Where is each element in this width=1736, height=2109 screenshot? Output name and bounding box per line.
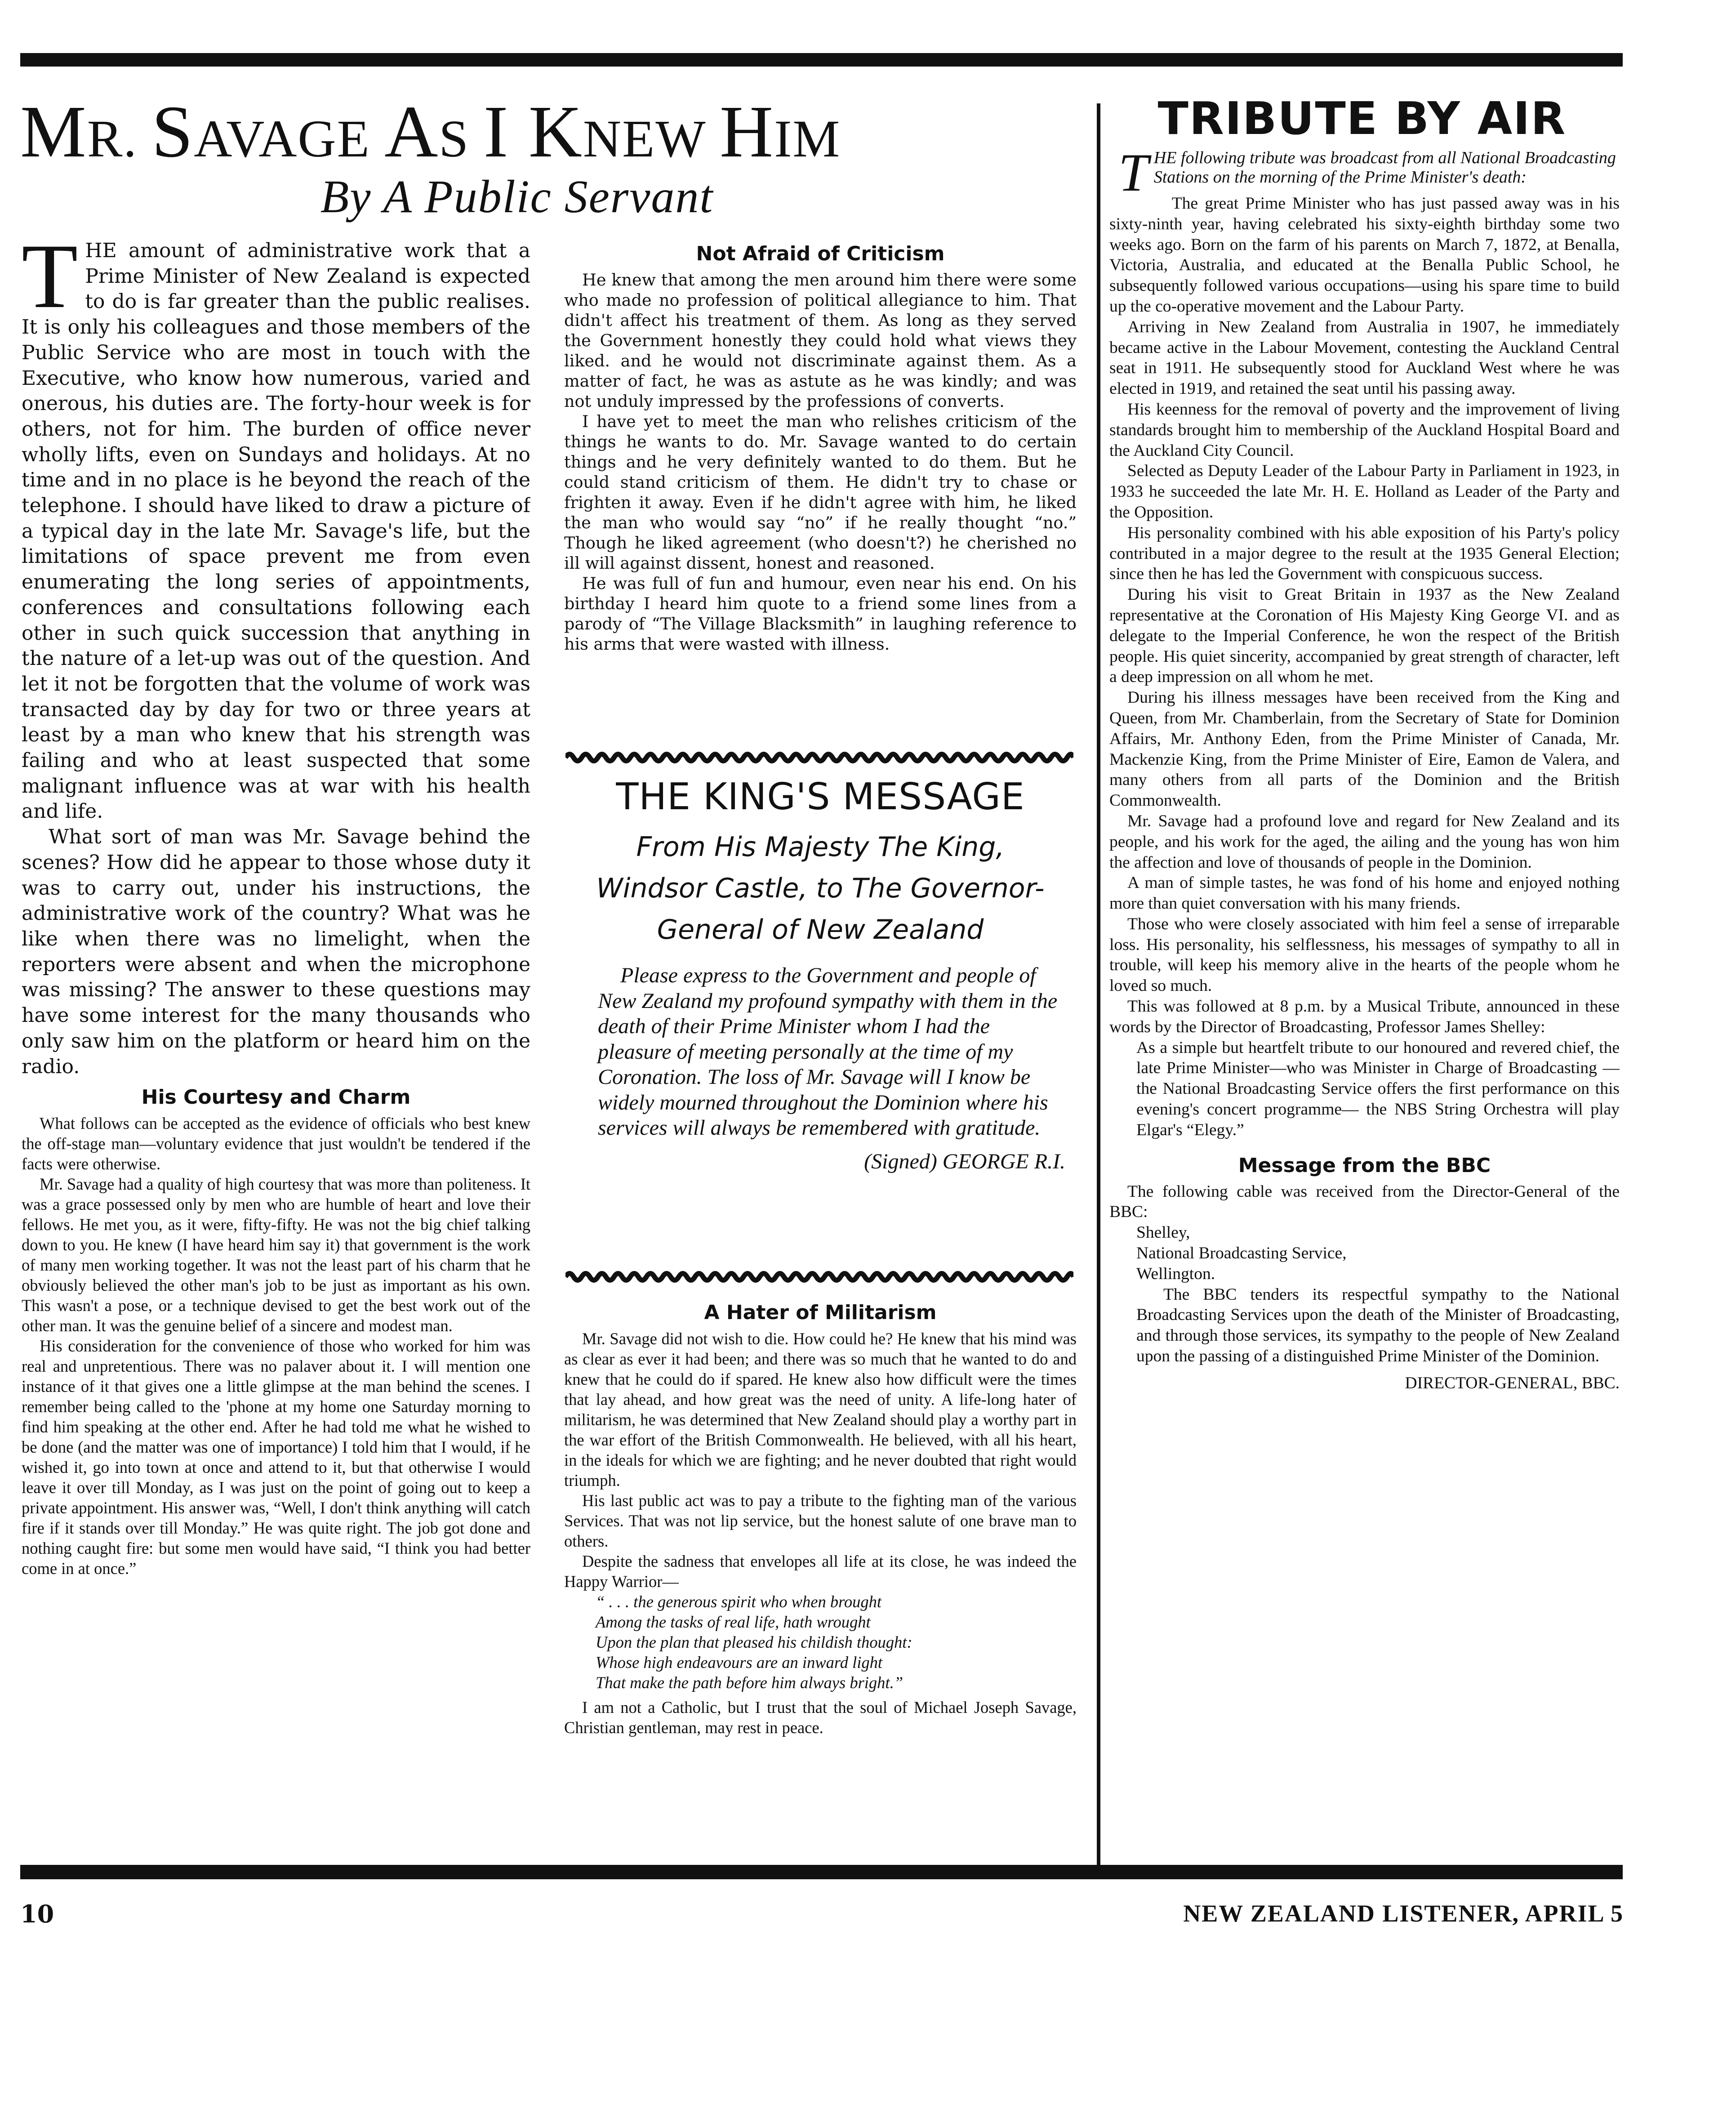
militarism-section bbox=[564, 1295, 1077, 1866]
lead-paragraph-1: T HE amount of administrative work that a Prime Minister of New Zealand is expected to do is far greater than the public realises. It is only his colleagues and those members of the Public Service who are most in touch with the Executive, who know how numerous, varied and onerous, his duties are. The forty-hour week is for others, not for him. The burden of office never wholly lifts, even on Sundays and holidays. At no time and in no place is he beyond the reach of the telephone. I should have liked to draw a picture of a typical day in the late Mr. Savage's life, but the limitations of space prevent me from even enumerating the long series of appointments, conferences and consultations following each other in such quick succession that anything in the nature of a let-up was out of the question. And let it not be forgotten that the volume of work was transacted day by day for two or three years at least by a man who knew that his strength was failing and who at least suspected that some malignant influence was at war with his health and life. bbox=[22, 238, 530, 823]
paragraph: The BBC tenders its respectful sympathy to the National Broadcasting Services upon the death of the Minister of Broadcasting, and through those services, its sympathy to the people of New Zealand upon the passing of a distinguished Prime Minister of the Dominion. bbox=[1136, 1285, 1620, 1366]
paragraph: His consideration for the convenience of those who worked for him was real and unpretentious. There was no palaver about it. I will mention one instance of it that gives one a little glimpse at the man behind the scenes. I remember being called to the 'phone at my home one Saturday morning to find him speaking at the other end. After he had told me what he wished to be done (and the matter was one of importance) I told him that I would, if he wished it, go into town at once and attend to it, but that otherwise I would leave it over till Monday, as I was just on the point of going out to keep a private appointment. His answer was, “Well, I don't think anything will catch fire if it stands over till Monday.” He was quite right. The job got done and nothing caught fire: but some men would have said, “I think you had better come in at once.” bbox=[22, 1337, 530, 1578]
kings-message-subheading: From His Majesty The King, Windsor Castle, to The Governor-General of New Zealand bbox=[596, 831, 1045, 945]
bbc-signature: DIRECTOR-GENERAL, BBC. bbox=[1405, 1373, 1620, 1392]
paragraph: Despite the sadness that envelopes all life at its close, he was indeed the Happy Warrior— bbox=[564, 1552, 1077, 1591]
page-number: 10 bbox=[20, 1899, 54, 1928]
paragraph: Those who were closely associated with him feel a sense of irreparable loss. His personality, his selflessness, his messages of sympathy to all in trouble, will keep his memory alive in the hearts of the people whom he loved so much. bbox=[1109, 914, 1620, 995]
byline: By A Public Servant bbox=[320, 171, 714, 223]
lead-paragraph-2: What sort of man was Mr. Savage behind the scenes? How did he appear to those whose duty it was to carry out, under his instructions, the administrative work of the country? What was he like when there was no limelight, when the reporters were absent and when the microphone was missing? The answer to these questions may have some interest for the many thousands who only saw him on the platform or heard him on the radio. bbox=[22, 825, 530, 1078]
drop-cap: T bbox=[1118, 148, 1148, 202]
paragraph: I have yet to meet the man who relishes criticism of the things he wants to do. Mr. Savage wanted to do certain things and he very definitely wanted to do them. But he could stand criticism of them. He didn't try to chase or frighten it away. Even if he didn't agree with him, he liked the man who would say “no” if he really thought “no.” Though he liked agreement (who doesn't?) he cherished no ill will against dissent, honest and reasoned. bbox=[564, 412, 1077, 573]
paragraph: This was followed at 8 p.m. by a Musical Tribute, announced in these words by the Director of Broadcasting, Professor James Shelley: bbox=[1109, 997, 1620, 1036]
kings-message-text: Please express to the Government and people of New Zealand my profound sympathy with them in the death of their Prime Minister whom I had the pleasure of meeting personally at the time of my Coronation. The loss of Mr. Savage will I know be widely mourned throughout the Dominion where his services will always be remembered with gratitude. bbox=[598, 963, 1058, 1140]
courtesy-body bbox=[22, 1113, 530, 1578]
wavy-divider-bottom bbox=[565, 1268, 1073, 1286]
shelley-quote: As a simple but heartfelt tribute to our honoured and revered chief, the late Prime Minister—who was Minister in Charge of Broadcasting — the National Broadcasting Service offers the first performance on this evening's concert programme— the NBS String Orchestra will play Elgar's “Elegy.” bbox=[1136, 1038, 1620, 1139]
paragraph: Mr. Savage had a quality of high courtesy that was more than politeness. It was a grace possessed only by men who are humble of heart and love their fellows. He met you, as it were, fifty-fifty. He was not the big chief talking down to you. He knew (I have heard him say it) that government is the work of many men working together. It was not the least part of his charm that he obviously believed the other man's job to be just as important as his own. This wasn't a pose, or a technique devised to get the best work out of the other man. It was the genuine belief of a sincere and modest man. bbox=[22, 1175, 530, 1335]
paragraph: During his visit to Great Britain in 1937 as the New Zealand representative at the Coronation of His Majesty King George VI. and as delegate to the Imperial Conference, he won the respect of the British people. His quiet sincerity, accompanied by great strength of character, left a deep impression on all whom he met. bbox=[1109, 585, 1620, 687]
courtesy-heading: His Courtesy and Charm bbox=[141, 1086, 411, 1109]
tribute-heading: TRIBUTE BY AIR bbox=[1157, 92, 1567, 145]
top-rule bbox=[20, 53, 1623, 67]
wavy-divider-top bbox=[565, 749, 1073, 767]
closing-paragraph: I am not a Catholic, but I trust that the soul of Michael Joseph Savage, Christian gentleman, may rest in peace. bbox=[564, 1698, 1077, 1737]
tribute-intro: T HE following tribute was broadcast from all National Broadcasting Stations on the morning of the Prime Minister's death: bbox=[1118, 148, 1616, 202]
paragraph: He was full of fun and humour, even near his end. On his birthday I heard him quote to a friend some lines from a parody of “The Village Blacksmith” in laughing reference to his arms that were wasted with illness. bbox=[564, 574, 1077, 654]
militarism-body bbox=[564, 1329, 1077, 1738]
bbc-body bbox=[1109, 1182, 1620, 1394]
kings-message-box bbox=[571, 776, 1070, 1252]
paragraph: Mr. Savage did not wish to die. How could he? He knew that his mind was as clear as ever it had been; and there was so much that he wanted to do and knew that he could do if spared. He knew also how difficult were the times that lay ahead, and how great was the need of unity. A life-long hater of militarism, he was determined that New Zealand should play a worthy part in the war effort of the British Commonwealth. He believed, with all his heart, in the ideals for which we are fighting; and he never doubted that right would triumph. bbox=[564, 1329, 1077, 1489]
address-line: Wellington. bbox=[1136, 1264, 1215, 1283]
middle-column bbox=[564, 236, 1077, 749]
paragraph: A man of simple tastes, he was fond of his home and enjoyed nothing more than quiet conversation with his many friends. bbox=[1109, 874, 1620, 913]
paragraph: The great Prime Minister who has just passed away was in his sixty-ninth year, having celebrated his sixty-eighth birthday some two weeks ago. Born on the farm of his parents on March 7, 1872, at Benalla, Victoria, Australia, and educated at the Benalla Public School, he subsequently followed various occupations—using his spare time to build up the co-operative movement and the Labour Party. bbox=[1109, 194, 1620, 316]
criticism-heading: Not Afraid of Criticism bbox=[696, 242, 945, 265]
paragraph: He knew that among the men around him there were some who made no profession of political allegiance to him. That didn't affect his treatment of them. As long as they served the Government honestly they could hold what views they liked. and he would not discriminate against them. As a matter of fact, he was as astute as he was kindly; and was not unduly impressed by the professions of converts. bbox=[564, 270, 1077, 411]
address-line: National Broadcasting Service, bbox=[1136, 1244, 1347, 1263]
paragraph: The following cable was received from the Director-General of the BBC: bbox=[1109, 1182, 1620, 1222]
paragraph: His personality combined with his able exposition of his Party's policy contributed in a major degree to the result at the 1935 General Election; since then he has led the Government with conspicuous success. bbox=[1109, 523, 1620, 584]
kings-signature: (Signed) GEORGE R.I. bbox=[864, 1149, 1065, 1173]
paragraph: During his illness messages have been received from the King and Queen, from Mr. Chamberlain, from the Secretary of State for Dominion Affairs, Mr. Anthony Eden, from the Prime Minister of Canada, Mr. Mackenzie King, from the Prime Minister of Eire, Eamon de Valera, and many others from all parts of the Dominion and the British Commonwealth. bbox=[1109, 688, 1620, 810]
bottom-rule bbox=[20, 1865, 1623, 1879]
bbc-heading: Message from the BBC bbox=[1238, 1154, 1491, 1177]
paragraph: His last public act was to pay a tribute to the fighting man of the various Services. That was not lip service, but the honest salute of one brave man to others. bbox=[564, 1491, 1077, 1550]
publication-line: NEW ZEALAND LISTENER, APRIL 5 bbox=[1183, 1900, 1624, 1927]
kings-message-heading: THE KING'S MESSAGE bbox=[616, 776, 1025, 818]
paragraph: Selected as Deputy Leader of the Labour Party in Parliament in 1923, in 1933 he succeeded the late Mr. H. E. Holland as Leader of the Party and the Opposition. bbox=[1109, 462, 1620, 522]
paragraph: Arriving in New Zealand from Australia in 1907, he immediately became active in the Labour Movement, contesting the Auckland Central seat in 1911. He subsequently stood for Auckland West where he was elected in 1919, and retained the seat until his passing away. bbox=[1109, 317, 1620, 398]
column-divider bbox=[1097, 103, 1100, 1875]
tribute-body bbox=[1109, 193, 1620, 1141]
paragraph: What follows can be accepted as the evidence of officials who best knew the off-stage man—voluntary evidence that just wouldn't be tendered if the facts were otherwise. bbox=[22, 1114, 530, 1173]
left-column bbox=[22, 238, 530, 1861]
paragraph: His keenness for the removal of poverty and the improvement of living standards brought him to membership of the Auckland Hospital Board and the Auckland City Council. bbox=[1109, 400, 1620, 460]
address-line: Shelley, bbox=[1136, 1223, 1190, 1242]
militarism-heading: A Hater of Militarism bbox=[704, 1301, 937, 1324]
drop-cap: T bbox=[22, 238, 78, 327]
poem-quote: “ . . . the generous spirit who when brought Among the tasks of real life, hath wrought Upon the plan that pleased his childish thought: Whose high endeavours are an inward light That make the path before him always bright.” bbox=[596, 1592, 913, 1692]
paragraph: Mr. Savage had a profound love and regard for New Zealand and its people, and his work for the aged, the ailing and the young has won him the affection and love of thousands of people in the Dominion. bbox=[1109, 811, 1620, 872]
criticism-body bbox=[564, 270, 1077, 654]
main-title: MR. SAVAGE AS I KNEW HIM bbox=[20, 90, 841, 173]
right-column bbox=[1109, 148, 1620, 1857]
